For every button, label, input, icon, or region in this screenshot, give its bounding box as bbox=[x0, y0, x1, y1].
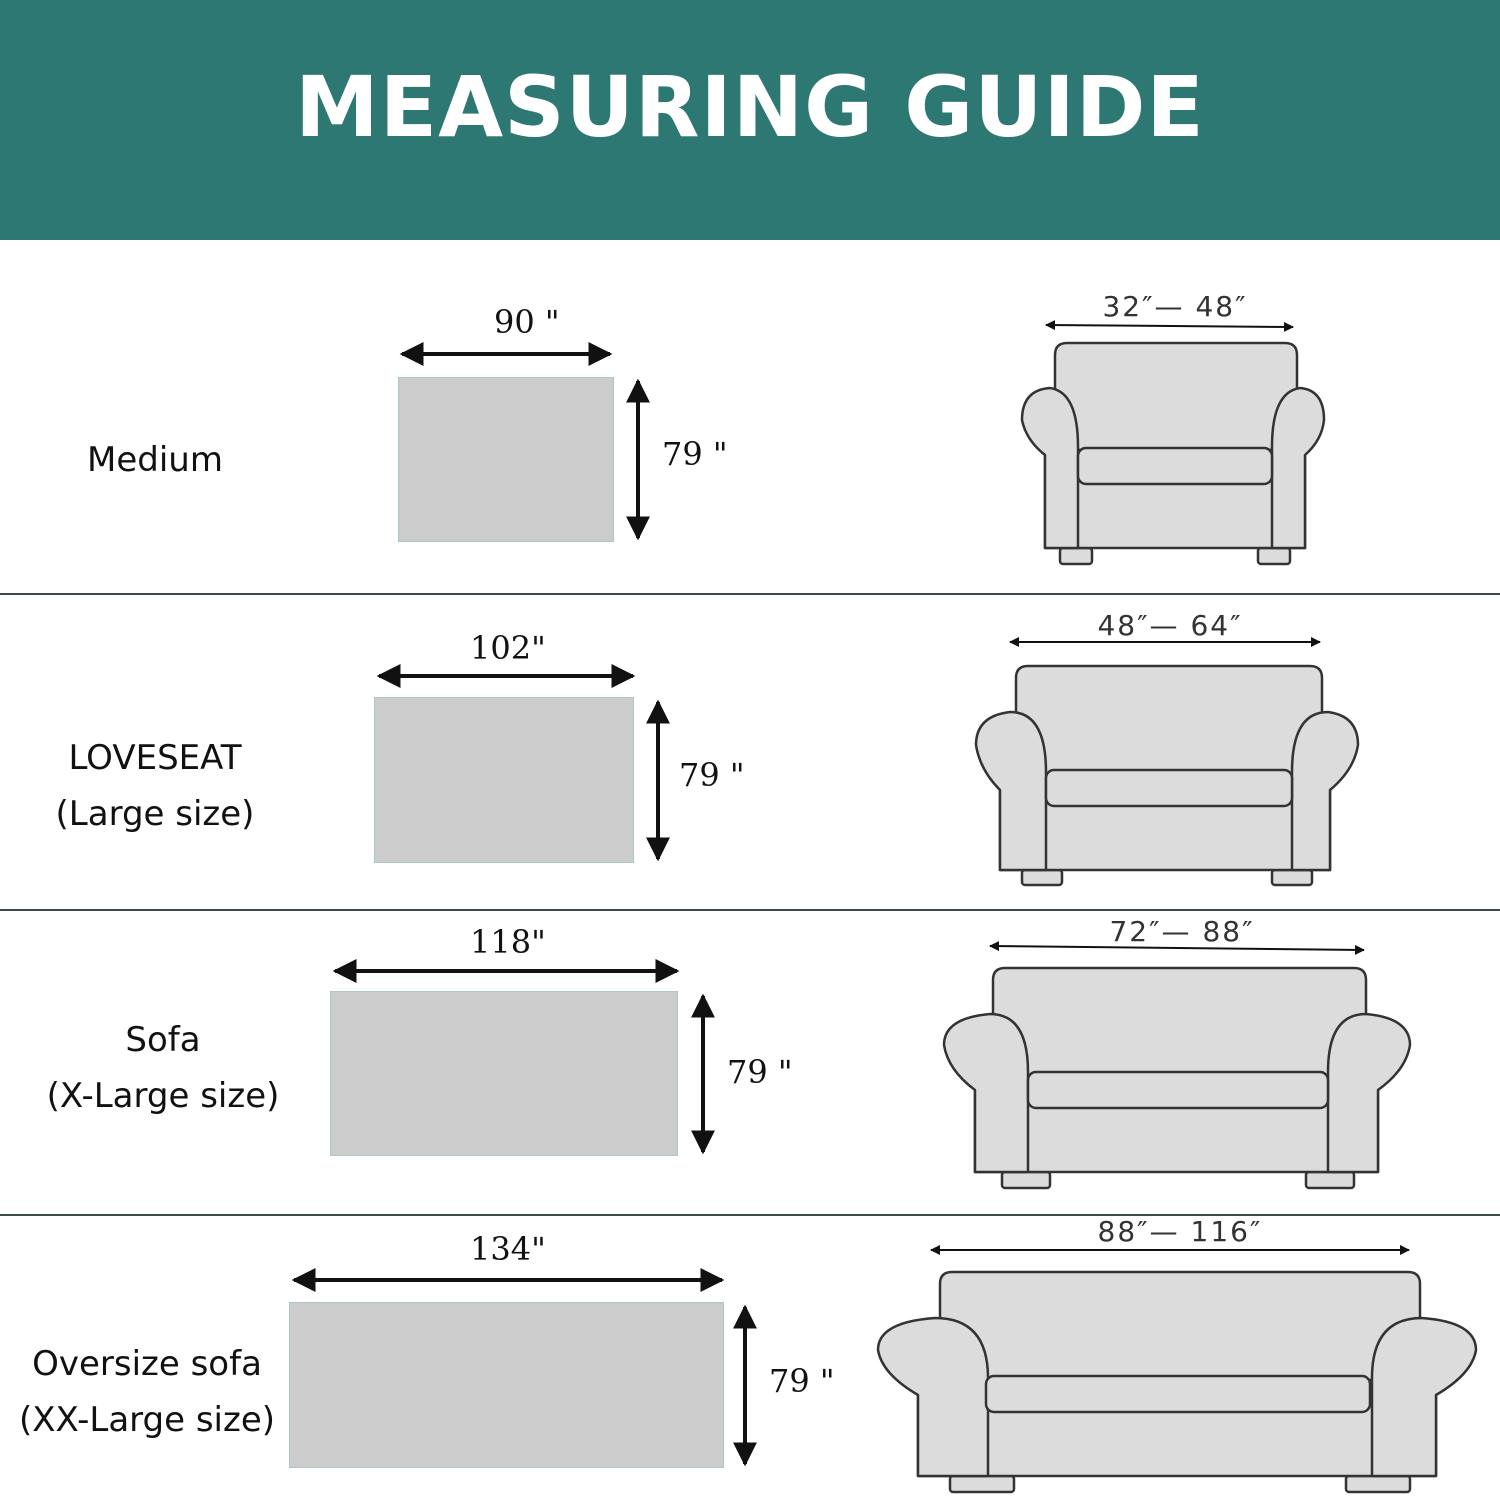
cover-width-label-oversize-sofa: 134" bbox=[470, 1230, 546, 1268]
size-name: LOVESEAT bbox=[68, 738, 242, 778]
fit-arrow-sofa bbox=[990, 946, 1364, 950]
oversize-sofa-illustration bbox=[878, 1272, 1476, 1492]
size-subname: (Large size) bbox=[55, 794, 255, 834]
page-title: MEASURING GUIDE bbox=[295, 58, 1205, 156]
cover-width-label-loveseat: 102" bbox=[470, 629, 546, 667]
cover-height-label-loveseat: 79 " bbox=[679, 756, 745, 794]
cover-width-label-medium: 90 " bbox=[494, 303, 560, 341]
fit-range-label-medium: 32″— 48″ bbox=[1102, 290, 1248, 323]
armchair-illustration bbox=[1022, 343, 1324, 564]
cover-width-label-sofa: 118" bbox=[470, 923, 546, 961]
fit-range-label-sofa: 72″— 88″ bbox=[1109, 915, 1255, 948]
fit-arrow-medium bbox=[1046, 325, 1293, 327]
fit-range-label-oversize-sofa: 88″— 116″ bbox=[1097, 1215, 1263, 1248]
cover-height-label-oversize-sofa: 79 " bbox=[769, 1362, 835, 1400]
loveseat-illustration bbox=[976, 666, 1358, 885]
size-name: Sofa bbox=[125, 1020, 201, 1060]
cover-height-label-sofa: 79 " bbox=[727, 1053, 793, 1091]
size-name: Medium bbox=[87, 440, 223, 480]
size-name: Oversize sofa bbox=[32, 1344, 262, 1384]
size-subname: (X-Large size) bbox=[46, 1076, 280, 1116]
size-subname: (XX-Large size) bbox=[18, 1400, 276, 1440]
cover-height-label-medium: 79 " bbox=[662, 435, 728, 473]
sofa-illustration bbox=[944, 968, 1410, 1188]
fit-range-label-loveseat: 48″— 64″ bbox=[1097, 609, 1243, 642]
